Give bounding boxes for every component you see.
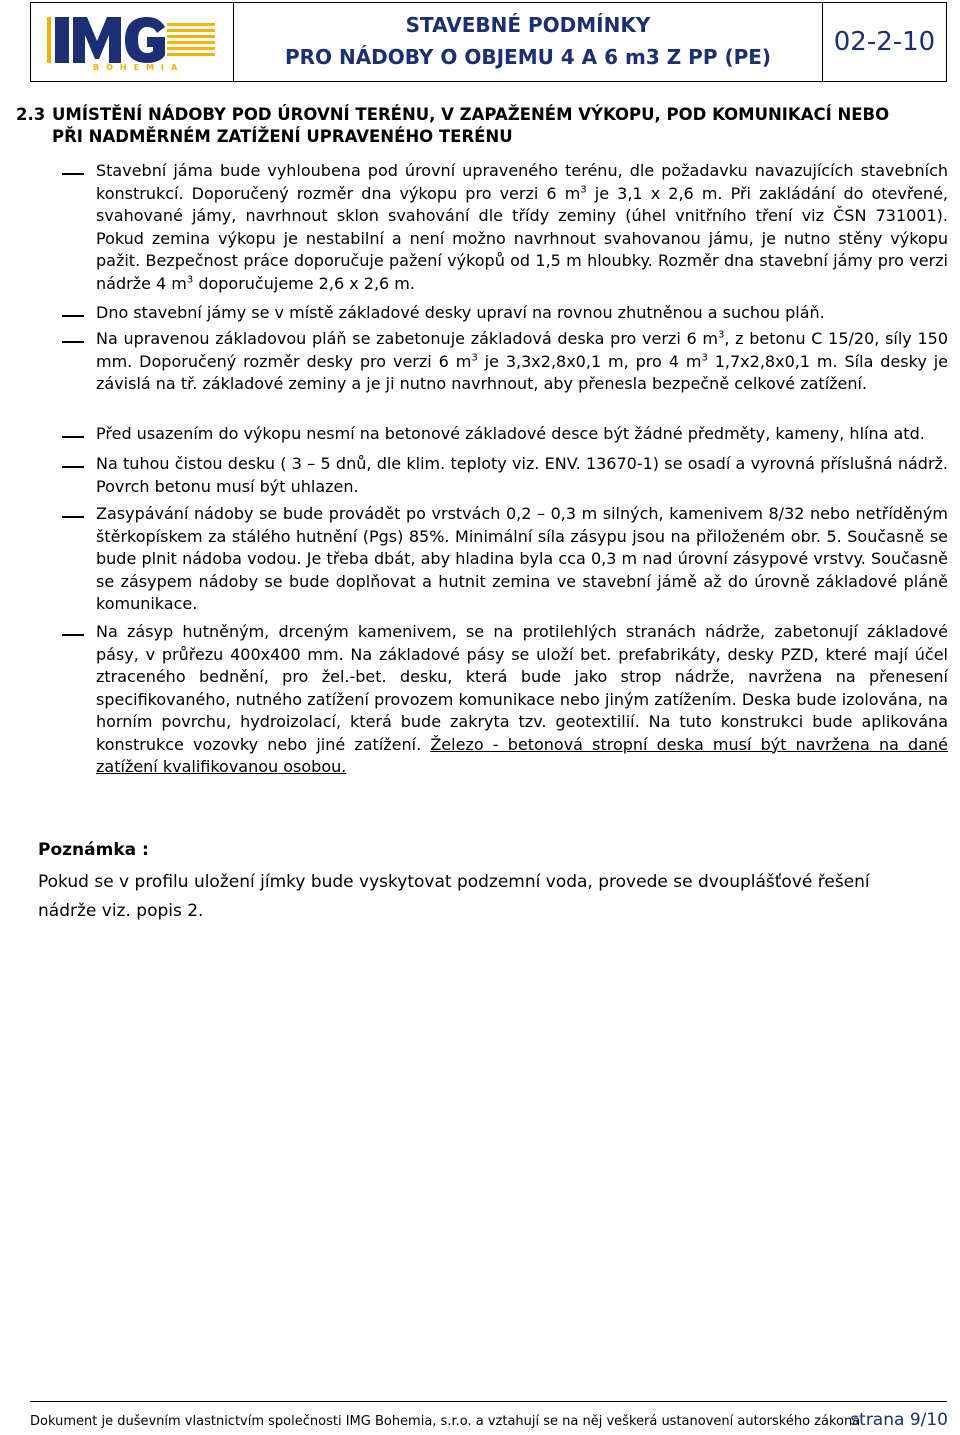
logo-cell xyxy=(31,3,234,81)
underlined-warning: Železo - betonová stropní deska musí být navržena na dané zatížení kvalifikovanou osobou. xyxy=(96,734,948,776)
bullet-dash xyxy=(62,466,84,468)
section-number: 2.3 xyxy=(16,105,46,124)
list-item-4: Před usazením do výkopu nesmí na betonové základové desce být žádné předměty, kameny, hlína atd. xyxy=(96,424,925,443)
footer-rule xyxy=(30,1401,947,1402)
bullet-dash xyxy=(62,516,84,518)
section-title-line2: PŘI NADMĚRNÉM ZATÍŽENÍ UPRAVENÉHO TERÉNU xyxy=(52,127,513,146)
list-item-6: Zasypávání nádoby se bude provádět po vrstvách 0,2 – 0,3 m silných, kamenivem 8/32 nebo netříděným štěrkopískem za stálého hutnění (Pgs) 85%. Minimální síla zásypu jsou na přiloženém obr. 5. Současně se bude plnit nádoba vodou. Je třeba dbát, aby hladina byla cca 0,3 m nad úrovní zásypové vrstvy. Současně se zásypem nádoby se bude doplňovat a hutnit zemina ve stavební jámě až do úrovně základové pláně komunikace. xyxy=(96,504,948,613)
list-item-1: Stavební jáma bude vyhloubena pod úrovní upraveného terénu, dle požadavku navazujících stavebních konstrukcí. Doporučený rozměr dna výkopu pro verzi 6 $m^3$ je 3,1 x 2,6 m. Při zakládání do otevřené, svahované jámy, navrhnout sklon svahování dle třídy zeminy (úhel vnitřního tření viz ČSN 731001). Pokud zemina výkopu je nestabilní a není možno navrhnout svahovanou jámu, je nutno stěny výkopu pažit. Bezpečnost práce doporučuje pažení výkopů od 1,5 m hloubky. Rozměr dna stavební jámy pro verzi nádrže 4 $m^3$ doporučujeme 2,6 x 2,6 m. xyxy=(96,161,949,293)
doc-subtitle: PRO NÁDOBY O OBJEMU 4 A 6 m3 Z PP (PE) xyxy=(284,45,772,69)
bullet-dash xyxy=(62,341,84,343)
note-heading: Poznámka : xyxy=(38,840,149,860)
img-bohemia-logo xyxy=(47,15,217,67)
header-title-cell xyxy=(234,3,823,81)
page-number: strana 9/10 xyxy=(850,1410,948,1430)
list-item-2: Dno stavební jámy se v místě základové desky upraví na rovnou zhutněnou a suchou pláň. xyxy=(96,303,825,322)
doc-title: STAVEBNÉ PODMÍNKY xyxy=(405,13,651,37)
list-item-7: Na zásyp hutněným, drceným kamenivem, se na protilehlých stranách nádrže, zabetonují základové pásy, v průřezu 400x400 mm. Na základové pásy se uloží bet. prefabrikáty, desky PZD, které mají účel ztraceného bednění, pro žel.-bet. desku, která bude jako strop nádrže, navržena na přenesení specifikovaného, nutného zatížení provozem komunikace nebo jiným zatížením. Deska bude izolována, na horním povrchu, hydroizolací, která bude zakryta tzv. geotextilií. Na tuto konstrukci bude aplikována konstrukce vozovky nebo jiné zatížení. Železo - betonová stropní deska musí být navržena na dané zatížení kvalifikovanou osobou. xyxy=(96,622,948,776)
bullet-dash xyxy=(62,634,84,636)
bullet-dash xyxy=(62,173,84,175)
footer-copyright: Dokument je duševním vlastnictvím společnosti IMG Bohemia, s.r.o. a vztahují se na něj veškerá ustanovení autorského zákona xyxy=(30,1414,861,1429)
list-item-5: Na tuhou čistou desku ( 3 – 5 dnů, dle klim. teploty viz. ENV. 13670-1) se osadí a vyrovná příslušná nádrž. Povrch betonu musí být uhlazen. xyxy=(96,454,948,496)
section-title-line1: UMÍSTĚNÍ NÁDOBY POD ÚROVNÍ TERÉNU, V ZAPAŽENÉM VÝKOPU, POD KOMUNIKACÍ NEBO xyxy=(52,105,890,124)
bullet-dash xyxy=(62,436,84,438)
logo-subtitle: BOHEMIA xyxy=(93,63,185,72)
note-text: Pokud se v profilu uložení jímky bude vyskytovat podzemní voda, provede se dvouplášťové řešení nádrže viz. popis 2. xyxy=(38,872,870,921)
bullet-dash xyxy=(62,315,84,317)
doc-code: 02-2-10 xyxy=(833,27,936,57)
document-header xyxy=(30,2,947,82)
section-heading xyxy=(16,104,946,148)
list-item-3: Na upravenou základovou pláň se zabetonuje základová deska pro verzi 6 $m^3$, z betonu C 15/20, síly 150 mm. Doporučený rozměr desky pro verzi 6 $m^3$ je 3,3x2,8x0,1 m, pro 4 $m^3$ 1,7x2,8x0,1 m. Síla desky je závislá na tř. základové zeminy a je ji nutno navrhnout, aby přenesla bezpečně celkové zatížení. xyxy=(96,329,949,393)
